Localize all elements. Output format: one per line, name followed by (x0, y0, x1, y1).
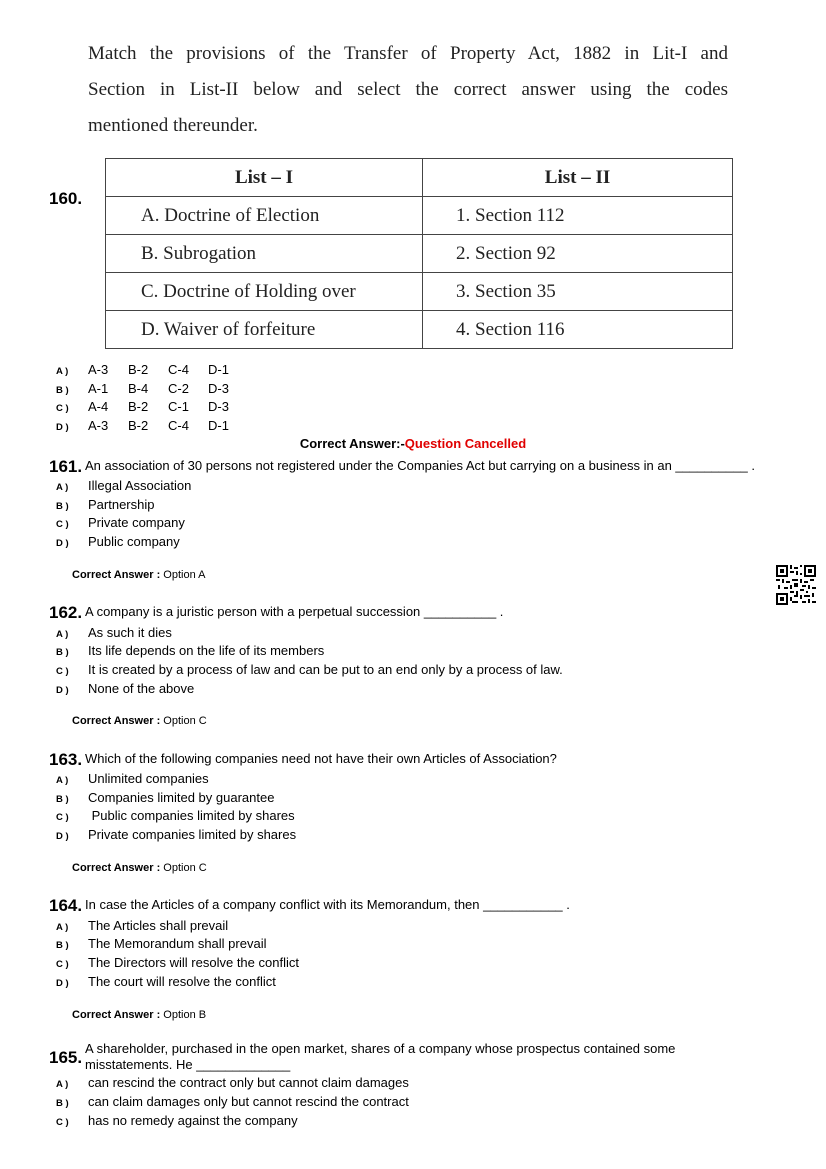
option-text: The Articles shall prevail (88, 918, 229, 933)
q160-intro (88, 36, 728, 144)
option-text: has no remedy against the company (88, 1113, 298, 1128)
match-table-header-row (106, 159, 733, 197)
answer-label: Correct Answer:- (299, 436, 405, 451)
q162-correct-answer (72, 715, 207, 727)
match-table-row (106, 235, 733, 273)
qr-code-icon (776, 565, 816, 605)
option-letter: D ) (56, 685, 69, 696)
option-text: can rescind the contract only but cannot claim damages (88, 1075, 409, 1090)
option-code: C-4 (168, 362, 189, 377)
q160-correct-answer (0, 436, 826, 451)
list-2-item: 4. Section 116 (423, 311, 733, 349)
q164-option-d[interactable] (56, 974, 276, 989)
q163-option-c[interactable] (56, 808, 295, 823)
answer-cancelled: Question Cancelled (404, 436, 527, 451)
list-1-item: D. Waiver of forfeiture (106, 311, 423, 349)
q160-intro-line: Match the provisions of the Transfer of Property Act, 1882 in Lit-I and (88, 43, 728, 64)
q163-option-d[interactable] (56, 827, 296, 842)
question-text-165-line1: A shareholder, purchased in the open market, shares of a company whose prospectus contained some (85, 1041, 676, 1056)
option-code: B-4 (128, 381, 149, 396)
list-1-item: B. Subrogation (106, 235, 423, 273)
option-text: Companies limited by guarantee (88, 790, 275, 805)
q160-option-a[interactable] (56, 362, 248, 380)
answer-value: Option A (160, 569, 206, 581)
option-text: Private company (88, 515, 185, 530)
question-text-164: In case the Articles of a company conflict with its Memorandum, then ___________ . (85, 897, 570, 912)
q161-option-a[interactable] (56, 478, 191, 493)
option-letter: A ) (56, 366, 69, 377)
q165-option-c[interactable] (56, 1113, 298, 1128)
question-text-165-line2: misstatements. He _____________ (85, 1057, 291, 1072)
option-letter: D ) (56, 538, 69, 549)
option-text: The Directors will resolve the conflict (88, 955, 299, 970)
q163-correct-answer (72, 862, 207, 874)
option-code: C-2 (168, 381, 189, 396)
list-2-header: List – II (423, 159, 733, 197)
option-code: C-4 (168, 418, 189, 433)
q163-option-b[interactable] (56, 790, 274, 805)
q160-intro-line: mentioned thereunder. (88, 115, 258, 136)
option-code: A-3 (88, 418, 109, 433)
q160-intro-line: Section in List-II below and select the correct answer using the codes (88, 79, 728, 100)
option-code: D-1 (208, 418, 229, 433)
list-2-item: 3. Section 35 (423, 273, 733, 311)
answer-label: Correct Answer : (72, 569, 161, 581)
answer-label: Correct Answer : (72, 862, 161, 874)
question-text-162: A company is a juristic person with a perpetual succession __________ . (85, 604, 504, 619)
question-number-164: 164. (49, 896, 83, 915)
question-text-163: Which of the following companies need not have their own Articles of Association? (85, 751, 557, 766)
q165-option-a[interactable] (56, 1075, 409, 1090)
option-letter: B ) (56, 647, 69, 658)
option-letter: A ) (56, 482, 69, 493)
answer-label: Correct Answer : (72, 1009, 161, 1021)
option-text: It is created by a process of law and can be put to an end only by a process of law. (88, 662, 563, 677)
option-code: C-1 (168, 399, 189, 414)
option-text: Illegal Association (88, 478, 192, 493)
q162-option-b[interactable] (56, 643, 324, 658)
list-1-header: List – I (106, 159, 423, 197)
option-code: A-1 (88, 381, 109, 396)
option-text: As such it dies (88, 625, 172, 640)
q160-option-b[interactable] (56, 381, 248, 399)
option-letter: D ) (56, 978, 69, 989)
answer-value: Option C (160, 862, 207, 874)
option-text: Partnership (88, 497, 155, 512)
option-text: The Memorandum shall prevail (88, 936, 267, 951)
option-text: can claim damages only but cannot rescind the contract (88, 1094, 409, 1109)
option-letter: C ) (56, 812, 69, 823)
option-text: None of the above (88, 681, 195, 696)
q161-option-c[interactable] (56, 515, 185, 530)
q161-option-d[interactable] (56, 534, 180, 549)
option-code: D-3 (208, 399, 229, 414)
option-letter: B ) (56, 1098, 69, 1109)
option-letter: A ) (56, 1079, 69, 1090)
option-letter: D ) (56, 422, 69, 433)
q163-option-a[interactable] (56, 771, 209, 786)
match-table (105, 158, 733, 349)
question-number-160: 160. (49, 189, 83, 208)
q161-correct-answer (72, 569, 206, 581)
option-letter: A ) (56, 629, 69, 640)
option-text: Its life depends on the life of its members (88, 643, 325, 658)
q160-option-c[interactable] (56, 399, 248, 417)
option-letter: C ) (56, 1117, 69, 1128)
option-code: A-3 (88, 362, 109, 377)
question-number-161: 161. (49, 457, 83, 476)
option-text: Unlimited companies (88, 771, 209, 786)
q164-option-c[interactable] (56, 955, 299, 970)
option-letter: C ) (56, 519, 69, 530)
option-text: The court will resolve the conflict (88, 974, 276, 989)
q162-option-c[interactable] (56, 662, 563, 677)
option-text: Public company (88, 534, 180, 549)
q165-option-b[interactable] (56, 1094, 409, 1109)
list-1-item: C. Doctrine of Holding over (106, 273, 423, 311)
option-code: B-2 (128, 362, 149, 377)
match-table-row (106, 197, 733, 235)
q161-option-b[interactable] (56, 497, 154, 512)
option-letter: B ) (56, 385, 69, 396)
option-text: Private companies limited by shares (88, 827, 297, 842)
q164-option-a[interactable] (56, 918, 228, 933)
q160-option-d[interactable] (56, 418, 248, 436)
question-number-163: 163. (49, 750, 83, 769)
answer-value: Option C (160, 715, 207, 727)
list-2-item: 2. Section 92 (423, 235, 733, 273)
question-text-161: An association of 30 persons not registered under the Companies Act but carrying on a business in an __________ . (85, 458, 755, 473)
question-number-162: 162. (49, 603, 83, 622)
option-letter: A ) (56, 775, 69, 786)
option-letter: B ) (56, 794, 69, 805)
option-letter: B ) (56, 501, 69, 512)
question-number-165: 165. (49, 1048, 83, 1067)
match-table-row (106, 273, 733, 311)
option-code: D-3 (208, 381, 229, 396)
match-table-row (106, 311, 733, 349)
option-code: B-2 (128, 399, 149, 414)
answer-value: Option B (160, 1009, 207, 1021)
q164-correct-answer (72, 1009, 206, 1021)
option-letter: D ) (56, 831, 69, 842)
q164-option-b[interactable] (56, 936, 266, 951)
option-code: D-1 (208, 362, 229, 377)
option-code: B-2 (128, 418, 149, 433)
list-1-item: A. Doctrine of Election (106, 197, 423, 235)
option-text: Public companies limited by shares (88, 808, 295, 823)
q162-option-a[interactable] (56, 625, 172, 640)
option-code: A-4 (88, 399, 109, 414)
option-letter: C ) (56, 666, 69, 677)
option-letter: B ) (56, 940, 69, 951)
list-2-item: 1. Section 112 (423, 197, 733, 235)
answer-label: Correct Answer : (72, 715, 161, 727)
option-letter: C ) (56, 403, 69, 414)
q162-option-d[interactable] (56, 681, 194, 696)
option-letter: A ) (56, 922, 69, 933)
option-letter: C ) (56, 959, 69, 970)
